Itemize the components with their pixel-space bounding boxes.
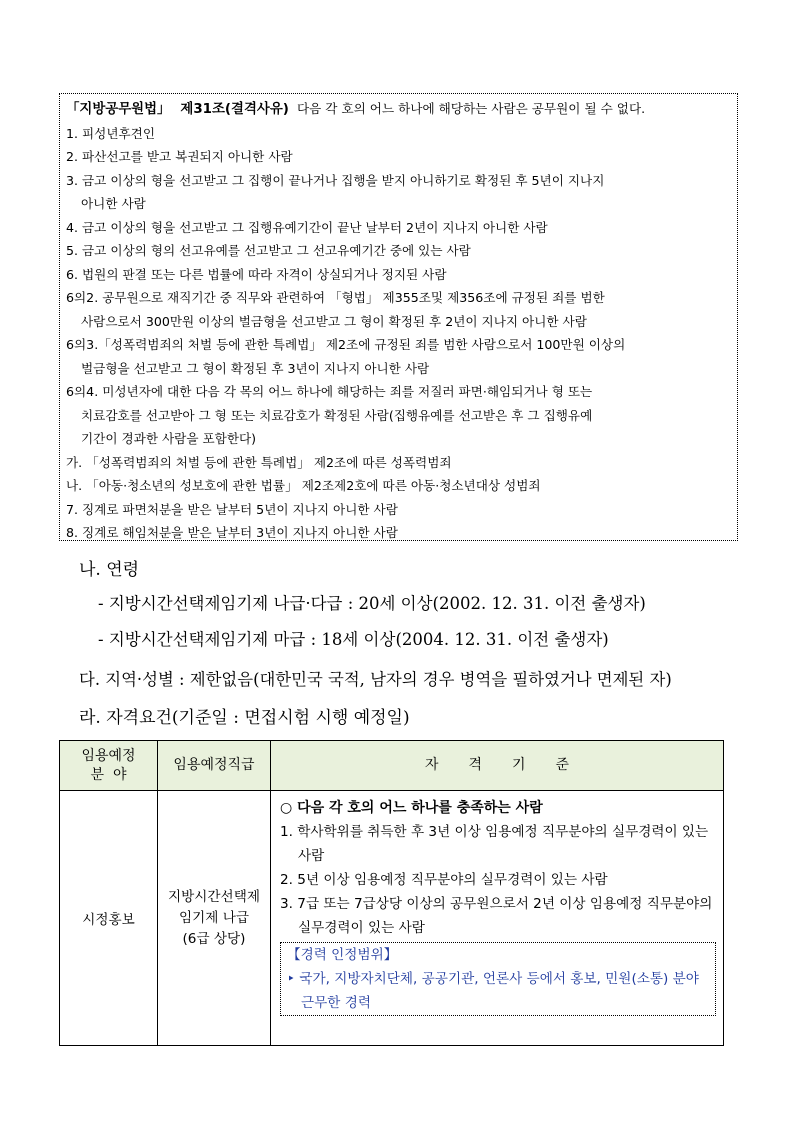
- law-line: 5. 금고 이상의 형의 선고유예를 선고받고 그 선고유예기간 중에 있는 사람: [66, 243, 471, 258]
- law-article: 제31조(결격사유): [180, 102, 289, 117]
- law-line: 6의2. 공무원으로 재직기간 중 직무와 관련하여 「형법」 제355조및 제356조에 규정된 죄를 범한: [66, 290, 605, 305]
- header-field-line1: 임용예정: [81, 747, 136, 764]
- grade-line2: 임기제 나급: [179, 909, 249, 926]
- cell-field: 시정홍보: [60, 791, 158, 1046]
- qualification-table: [59, 740, 724, 1046]
- law-line: 2. 파산선고를 받고 복권되지 아니한 사람: [66, 149, 293, 164]
- law-line: 6. 법원의 판결 또는 다른 법률에 따라 자격이 상실되거나 정지된 사람: [66, 266, 447, 282]
- law-title-line: [66, 97, 733, 122]
- law-title-text: 다음 각 호의 어느 하나에 해당하는 사람은 공무원이 될 수 없다.: [296, 101, 646, 116]
- law-line: 기간이 경과한 사람을 포함한다): [81, 431, 257, 446]
- law-line: 아니한 사람: [81, 196, 146, 211]
- qualification-heading: 라. 자격요건(기준일 : 면접시험 시행 예정일): [79, 708, 410, 728]
- law-line: 6의4. 미성년자에 대한 다음 각 목의 어느 하나에 해당하는 죄를 저질러 파면·해임되거나 형 또는: [66, 384, 593, 399]
- law-line: 사람으로서 300만원 이상의 벌금형을 선고받고 그 형이 확정된 후 2년이 지나지 아니한 사람: [81, 313, 587, 329]
- criteria-item-1: 1. 학사학위를 취득한 후 3년 이상 임용예정 직무분야의 실무경력이 있는 사람: [280, 824, 709, 864]
- law-line: 가. 「성폭력범죄의 처벌 등에 관한 특례법」 제2조에 따른 성폭력범죄: [66, 454, 452, 470]
- cell-grade: [158, 791, 271, 1046]
- grade-line3: (6급 상당): [182, 930, 246, 947]
- law-line: 벌금형을 선고받고 그 형이 확정된 후 3년이 지나지 아니한 사람: [81, 360, 430, 376]
- table-row: [60, 791, 724, 1046]
- age-heading: 나. 연령: [79, 560, 140, 580]
- grade-line1: 지방시간선택제: [168, 888, 260, 905]
- career-range-box: [280, 942, 716, 1016]
- law-line: 8. 징계로 해임처분을 받은 날부터 3년이 지나지 아니한 사람: [66, 525, 398, 540]
- criteria-item-2: 2. 5년 이상 임용예정 직무분야의 실무경력이 있는 사람: [280, 872, 608, 888]
- region-gender-line: 다. 지역·성별 : 제한없음(대한민국 국적, 남자의 경우 병역을 필하였거나 면제된 자): [79, 670, 672, 689]
- header-field-line2: 분 야: [90, 766, 127, 783]
- header-criteria-label: 자격기준: [424, 757, 600, 773]
- age-line-1: - 지방시간선택제임기제 나급·다급 : 20세 이상(2002. 12. 31. 이전 출생자): [98, 594, 646, 613]
- law-line: 3. 금고 이상의 형을 선고받고 그 집행이 끝나거나 집행을 받지 아니하기로 확정된 후 5년이 지나지: [66, 172, 605, 188]
- law-line: 4. 금고 이상의 형을 선고받고 그 집행유예기간이 끝난 날부터 2년이 지나지 아니한 사람: [66, 219, 548, 235]
- law-line: 치료감호를 선고받아 그 형 또는 치료감호가 확정된 사람(집행유예를 선고받은 후 그 집행유예: [81, 407, 593, 423]
- criteria-heading: ○ 다음 각 호의 어느 하나를 충족하는 사람: [280, 800, 543, 816]
- career-range-detail: ‣ 국가, 지방자치단체, 공공기관, 언론사 등에서 홍보, 민원(소통) 분야 근무한 경력: [287, 971, 699, 1011]
- table-header-row: [60, 741, 724, 791]
- cell-criteria: [271, 791, 724, 1046]
- header-criteria: [271, 741, 724, 791]
- header-grade: 임용예정직급: [158, 741, 271, 791]
- law-line: 6의3.「성폭력범죄의 처벌 등에 관한 특례법」 제2조에 규정된 죄를 범한 사람으로서 100만원 이상의: [66, 337, 626, 352]
- law-lines: [66, 122, 733, 545]
- age-line-2: - 지방시간선택제임기제 마급 : 18세 이상(2004. 12. 31. 이전 출생자): [98, 630, 609, 649]
- law-line: 7. 징계로 파면처분을 받은 날부터 5년이 지나지 아니한 사람: [66, 501, 398, 517]
- career-range-title: 【경력 인정범위】: [287, 947, 398, 963]
- law-line: 나. 「아동·청소년의 성보호에 관한 법률」 제2조제2호에 따른 아동·청소년대상 성범죄: [66, 478, 541, 493]
- header-field: [60, 741, 158, 791]
- law-line: 1. 피성년후견인: [66, 125, 156, 141]
- law-excerpt-box: [59, 93, 738, 541]
- criteria-item-3: 3. 7급 또는 7급상당 이상의 공무원으로서 2년 이상 임용예정 직무분야의 실무경력이 있는 사람: [280, 896, 713, 936]
- law-name: 「지방공무원법」: [66, 102, 171, 117]
